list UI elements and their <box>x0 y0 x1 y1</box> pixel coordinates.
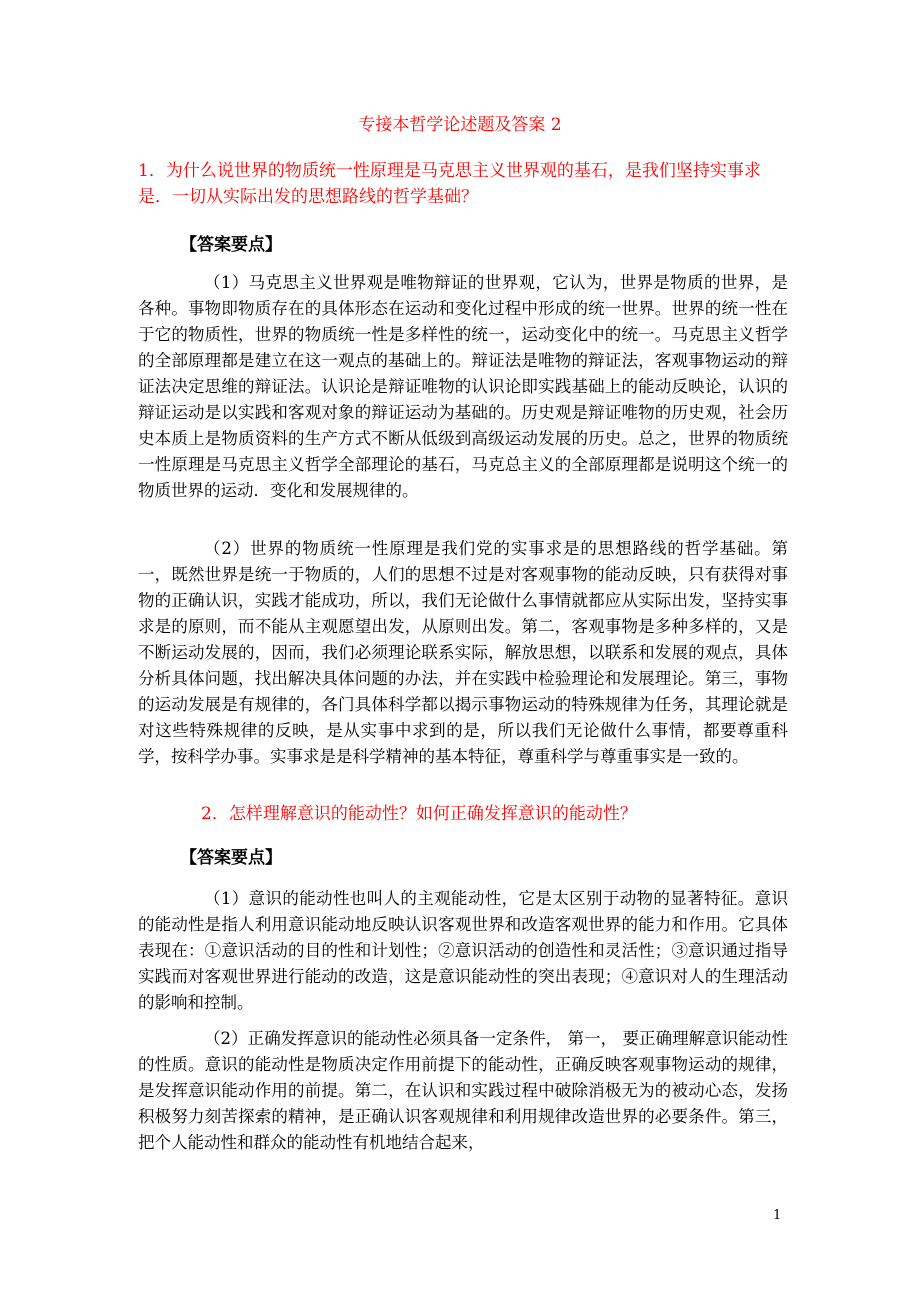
answer-label-1: 【答案要点】 <box>180 235 282 255</box>
page-number: 1 <box>773 1208 782 1223</box>
answer-label-2: 【答案要点】 <box>180 848 282 868</box>
answer-2-paragraph-1: （1）意识的能动性也叫人的主观能动性，它是太区别于动物的显著特征。意识的能动性是指人利用意识能动地反映认识客观世界和改造客观世界的能力和作用。它具体表现在：①意识活动的目的性和计划性；②意识活动的创造性和灵活性；③意识通过指导实践而对客观世界进行能动的改造，这是意识能动性的突出表现；④意识对人的生理活动的影响和控制。 <box>138 889 788 1012</box>
question-1: 1．为什么说世界的物质统一性原理是马克思主义世界观的基石，是我们坚持实事求是．一切从实际出发的思想路线的哲学基础？ <box>138 161 761 207</box>
answer-2-paragraph-2: （2）正确发挥意识的能动性必须具备一定条件， 第一， 要正确理解意识能动性的性质。意识的能动性是物质决定作用前提下的能动性，正确反映客观事物运动的规律，是发挥意识能动作用的前提。第二，在认识和实践过程中破除消极无为的被动心态，发扬积极努力刻苦探索的精神，是正确认识客观规律和利用规律改造世界的必要条件。第三，把个人能动性和群众的能动性有机地结合起来， <box>138 1029 788 1152</box>
document-title: 专接本哲学论述题及答案 2 <box>358 115 562 135</box>
answer-1-paragraph-2: （2）世界的物质统一性原理是我们党的实事求是的思想路线的哲学基础。第一，既然世界是统一于物质的，人们的思想不过是对客观事物的能动反映，只有获得对事物的正确认识，实践才能成功，所以，我们无论做什么事情就都应从实际出发，坚持实事求是的原则，而不能从主观愿望出发，从原则出发。第二，客观事物是多种多样的，又是不断运动发展的，因而，我们必须理论联系实际，解放思想，以联系和发展的观点，具体分析具体问题，找出解决具体问题的办法，并在实践中检验理论和发展理论。第三，事物的运动发展是有规律的，各门具体科学都以揭示事物运动的特殊规律为任务，其理论就是对这些特殊规律的反映，是从实事中求到的是，所以我们无论做什么事情，都要尊重科学，按科学办事。实事求是是科学精神的基本特征，尊重科学与尊重事实是一致的。 <box>138 539 788 766</box>
answer-1-paragraph-1: （1）马克思主义世界观是唯物辩证的世界观，它认为，世界是物质的世界，是各种。事物即物质存在的具体形态在运动和变化过程中形成的统一世界。世界的统一性在于它的物质性，世界的物质统一性是多样性的统一，运动变化中的统一。马克思主义哲学的全部原理都是建立在这一观点的基础上的。辩证法是唯物的辩证法，客观事物运动的辩证法决定思维的辩证法。认识论是辩证唯物的认识论即实践基础上的能动反映论，认识的辩证运动是以实践和客观对象的辩证运动为基础的。历史观是辩证唯物的历史观，社会历史本质上是物质资料的生产方式不断从低级到高级运动发展的历史。总之，世界的物质统一性原理是马克思主义哲学全部理论的基石，马克总主义的全部原理都是说明这个统一的物质世界的运动．变化和发展规律的。 <box>138 273 788 500</box>
question-2: 2．怎样理解意识的能动性？如何正确发挥意识的能动性？ <box>201 804 637 824</box>
